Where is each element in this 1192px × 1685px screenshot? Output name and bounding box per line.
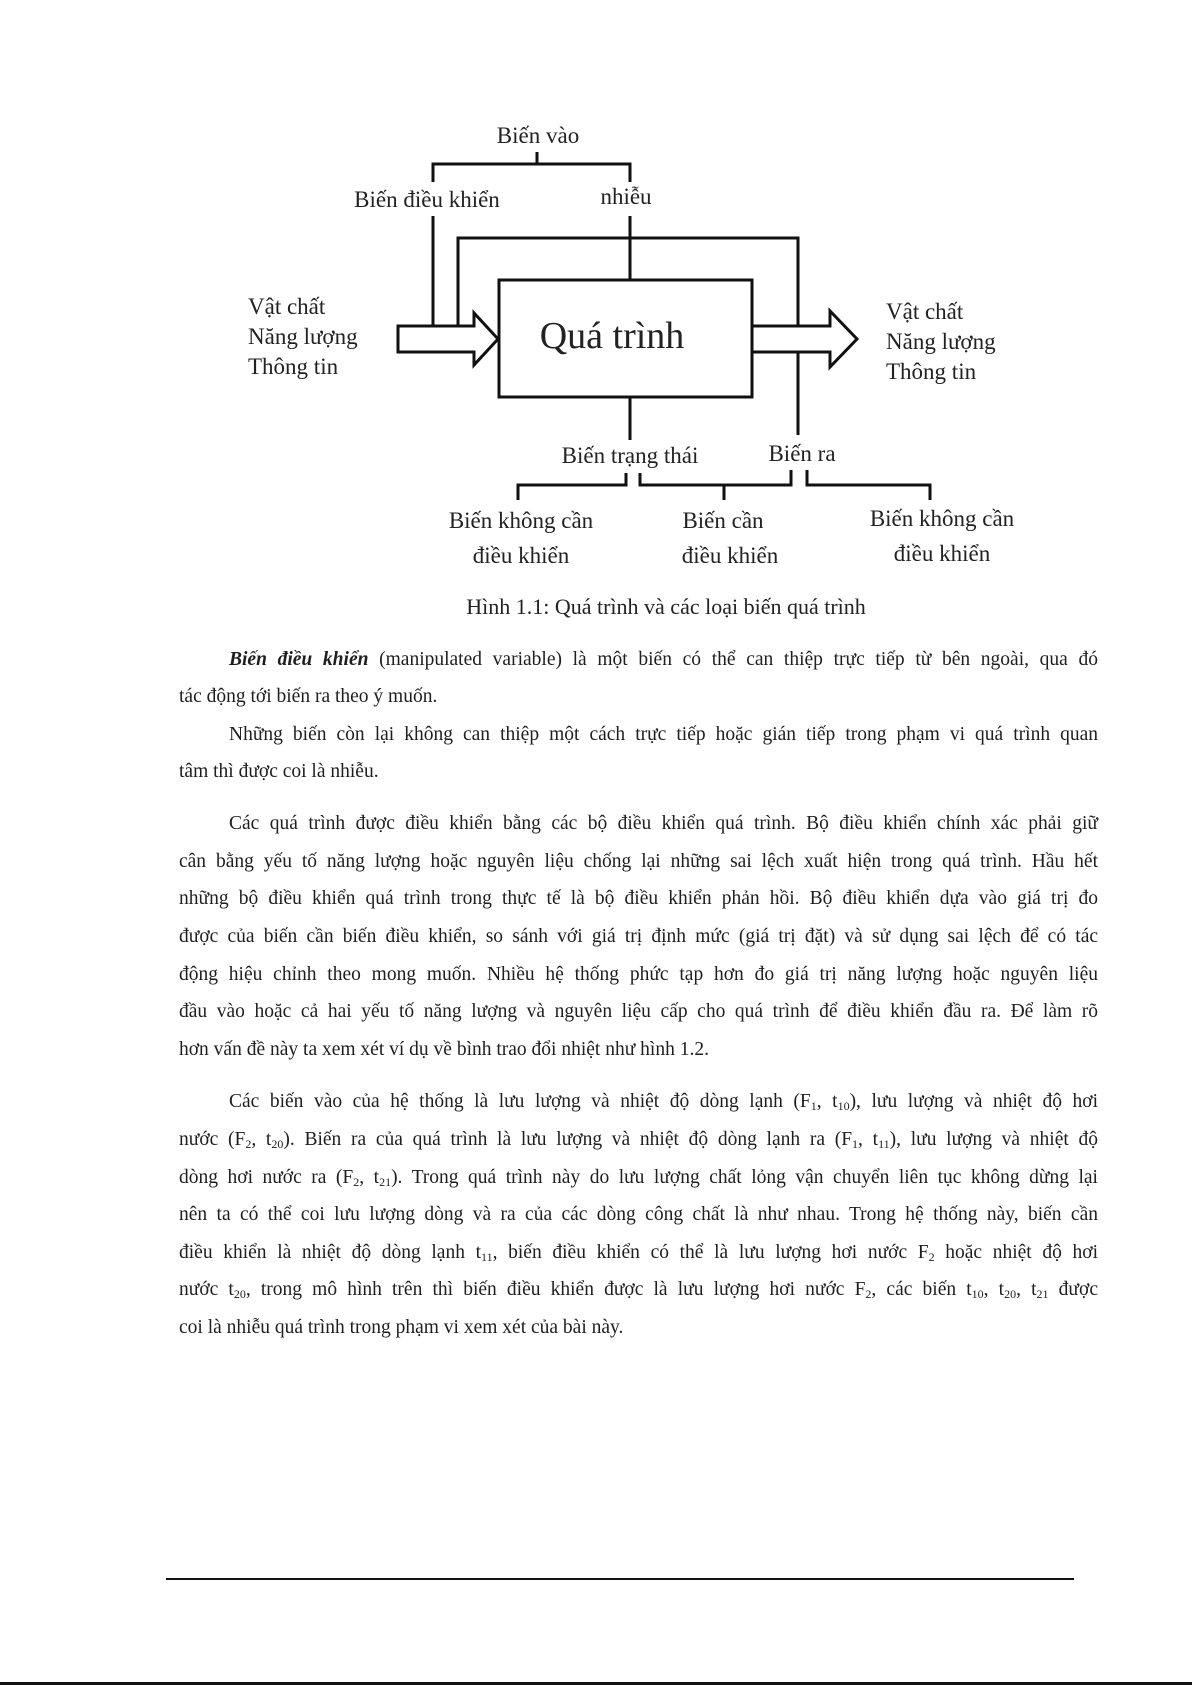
text-run: nước (F <box>179 1129 246 1150</box>
paragraph-4-line <box>179 1241 1098 1265</box>
paragraph-4-line <box>179 1278 1098 1302</box>
controlled-variable-label-1: Biến cần <box>682 508 764 533</box>
subscript: 21 <box>1036 1287 1049 1301</box>
paragraph-2-line <box>179 760 379 784</box>
paragraph-3-line <box>179 1000 1098 1024</box>
paragraph-3-line <box>179 850 1098 874</box>
output-line-1: Vật chất <box>886 299 964 324</box>
text-run: nên ta có thể coi lưu lượng dòng và ra của các dòng công chất là như nhau. Trong hệ thống này, biến cần <box>179 1204 1098 1225</box>
controlled-variable-label-2: điều khiển <box>681 543 779 568</box>
text-run: ). Biến ra của quá trình là lưu lượng và nhiệt độ dòng lạnh ra (F <box>283 1129 853 1150</box>
output-variable-label: Biến ra <box>768 441 836 466</box>
input-bracket <box>433 152 630 182</box>
text-run: , t <box>251 1129 272 1150</box>
input-line-2: Năng lượng <box>248 324 358 349</box>
text-run: hơn vấn đề này ta xem xét ví dụ về bình trao đổi nhiệt như hình 1.2. <box>179 1039 709 1060</box>
output-arrow <box>752 311 857 367</box>
uncontrolled-state-label-2: điều khiển <box>472 543 570 568</box>
paragraph-3-line <box>179 963 1098 987</box>
paragraph-4-line <box>179 1128 1098 1152</box>
subscript: 1 <box>852 1137 859 1151</box>
subscript: 20 <box>233 1287 246 1301</box>
subscript: 11 <box>481 1250 493 1264</box>
disturbance-label: nhiễu <box>600 184 652 209</box>
paragraph-1-line <box>229 648 1098 672</box>
text-run: hoặc nhiệt độ hơi <box>934 1242 1099 1263</box>
text-run: ), lưu lượng và nhiệt độ hơi <box>849 1091 1099 1112</box>
text-run: , t <box>858 1129 879 1150</box>
uncontrolled-output-label-1: Biến không cần <box>869 506 1015 531</box>
middle-bracket <box>640 470 791 500</box>
paragraph-3-line <box>179 887 1098 911</box>
state-variable-label: Biến trạng thái <box>561 443 699 468</box>
text-run: ), lưu lượng và nhiệt độ <box>889 1129 1098 1150</box>
paragraph-2-line <box>229 723 1098 747</box>
subscript: 2 <box>245 1137 252 1151</box>
input-arrow <box>398 313 498 365</box>
text-run: đầu vào hoặc cả hai yếu tố năng lượng và nguyên liệu cấp cho quá trình để điều khiển đầu ra. Để làm rõ <box>179 1001 1098 1022</box>
process-label: Quá trình <box>539 315 685 357</box>
text-run: , t <box>359 1167 380 1188</box>
text-run: coi là nhiễu quá trình trong phạm vi xem xét của bài này. <box>179 1317 624 1338</box>
subscript: 2 <box>353 1175 360 1189</box>
state-bracket-left <box>518 473 626 500</box>
text-run: tâm thì được coi là nhiễu. <box>179 761 379 782</box>
text-run: cân bằng yếu tố năng lượng hoặc nguyên liệu chống lại những sai lệch xuất hiện trong quá trình. Hầu hết <box>179 851 1098 872</box>
text-run: Những biến còn lại không can thiệp một cách trực tiếp hoặc gián tiếp trong phạm vi quá trình quan <box>229 724 1098 745</box>
text-run: tác động tới biến ra theo ý muốn. <box>179 686 438 707</box>
text-run: động hiệu chỉnh theo mong muốn. Nhiều hệ thống phức tạp hơn đo giá trị năng lượng hoặc nguyên liệu <box>179 964 1098 985</box>
control-variable-label: Biến điều khiển <box>354 187 500 212</box>
text-run: Các quá trình được điều khiển bằng các bộ điều khiển quá trình. Bộ điều khiển chính xác phải giữ <box>229 813 1098 834</box>
uncontrolled-output-label-2: điều khiển <box>893 541 991 566</box>
text-run: được của biến cần biến điều khiển, so sánh với giá trị định mức (giá trị đặt) và sử dụng sai lệch để có tác <box>179 926 1098 947</box>
text-run: nước t <box>179 1279 234 1300</box>
text-run: , các biến t <box>871 1279 972 1300</box>
text-run: , t <box>983 1279 1005 1300</box>
paragraph-3-line <box>179 925 1098 949</box>
text-run: , t <box>1016 1279 1037 1300</box>
footer-rule <box>166 1578 1074 1580</box>
paragraph-1-line <box>179 685 437 709</box>
subscript: 11 <box>878 1137 890 1151</box>
input-line-3: Thông tin <box>248 354 339 379</box>
subscript: 20 <box>271 1137 284 1151</box>
text-run: (manipulated variable) là một biến có thể can thiệp trực tiếp từ bên ngoài, qua đó <box>368 649 1098 670</box>
text-run: , trong mô hình trên thì biến điều khiển được là lưu lượng hơi nước F <box>245 1279 866 1300</box>
subscript: 1 <box>810 1099 817 1113</box>
paragraph-4-line <box>179 1316 623 1340</box>
uncontrolled-state-label-1: Biến không cần <box>448 508 594 533</box>
paragraph-4-line <box>179 1166 1098 1190</box>
subscript: 10 <box>837 1099 850 1113</box>
text-run: điều khiển là nhiệt độ dòng lạnh t <box>179 1242 482 1263</box>
subscript: 21 <box>379 1175 392 1189</box>
text-run: những bộ điều khiển quá trình trong thực tế là bộ điều khiển phản hồi. Bộ điều khiển dựa vào giá trị đo <box>179 888 1098 909</box>
subscript: 2 <box>865 1287 872 1301</box>
input-variables-label: Biến vào <box>496 123 580 148</box>
text-run: Các biến vào của hệ thống là lưu lượng và nhiệt độ dòng lạnh (F <box>229 1091 811 1112</box>
output-line-2: Năng lượng <box>886 329 996 354</box>
output-bracket-right <box>807 470 930 500</box>
term-highlight: Biến điều khiển <box>229 649 369 670</box>
text-run: , t <box>816 1091 838 1112</box>
paragraph-3-line <box>229 812 1098 836</box>
input-line-1: Vật chất <box>248 294 326 319</box>
output-line-3: Thông tin <box>886 359 977 384</box>
subscript: 20 <box>1004 1287 1017 1301</box>
text-run: , biến điều khiển có thể là lưu lượng hơi nước F <box>492 1242 929 1263</box>
text-run: được <box>1048 1279 1098 1300</box>
subscript: 10 <box>971 1287 984 1301</box>
paragraph-4-line <box>179 1203 1098 1227</box>
figure-caption: Hình 1.1: Quá trình và các loại biến quá trình <box>466 594 866 619</box>
text-run: dòng hơi nước ra (F <box>179 1167 354 1188</box>
text-run: ). Trong quá trình này do lưu lượng chất lỏng vận chuyển liên tục không dừng lại <box>391 1167 1098 1188</box>
paragraph-3-line <box>179 1038 709 1062</box>
process-variables-diagram <box>0 0 1192 640</box>
paragraph-4-line <box>229 1090 1098 1114</box>
subscript: 2 <box>928 1250 935 1264</box>
